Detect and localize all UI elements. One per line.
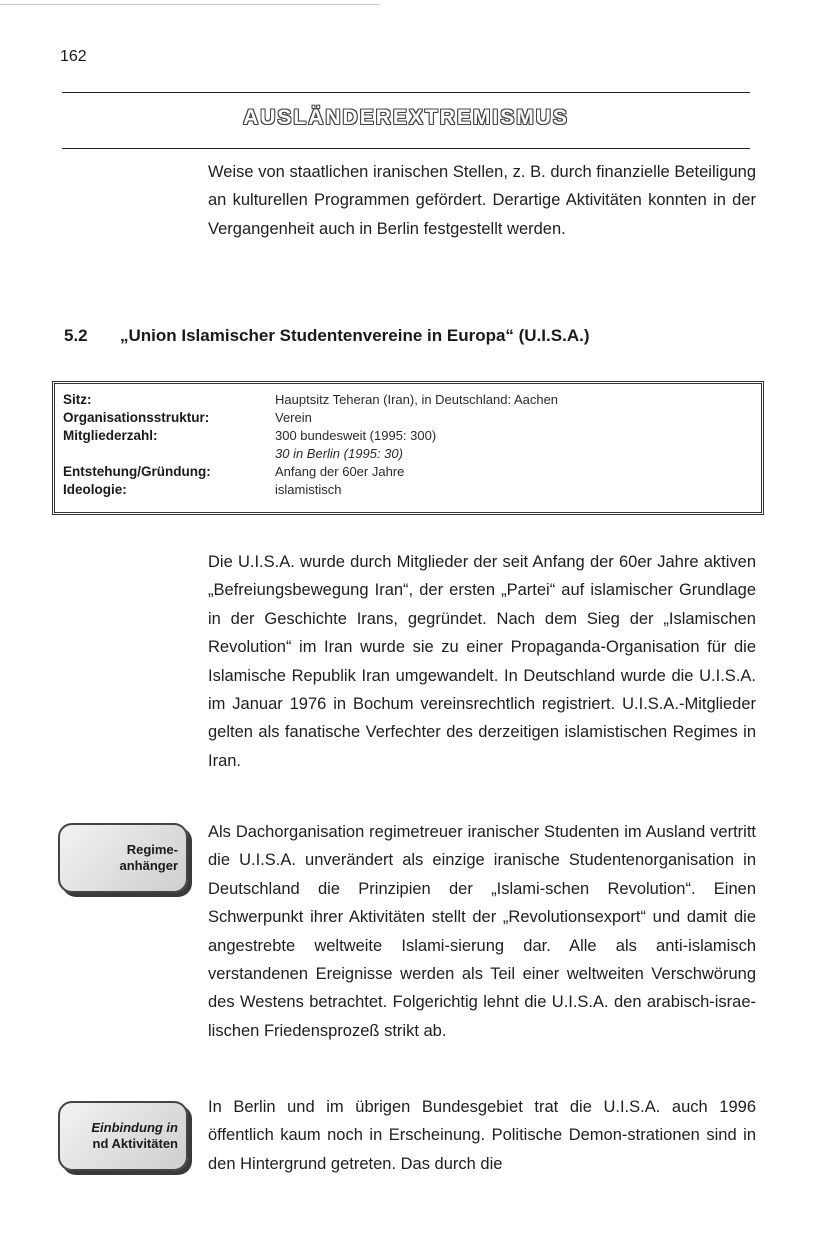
- fact-label: Ideologie:: [63, 482, 127, 497]
- margin-note-einbindung: [58, 1101, 188, 1171]
- margin-note-line: nd Aktivitäten: [92, 1136, 178, 1151]
- header-rule-bottom: [62, 148, 750, 149]
- margin-note-line: Einbindung in: [91, 1120, 178, 1135]
- header-rule-top: [62, 92, 750, 93]
- fact-value: islamistisch: [275, 482, 342, 497]
- margin-note-regimeanhaenger: [58, 823, 188, 893]
- fact-value: Hauptsitz Teheran (Iran), in Deutschland: Aachen: [275, 392, 559, 407]
- fact-label: Entstehung/Gründung:: [63, 464, 211, 479]
- section-title: „Union Islamischer Studentenvereine in Europa“ (U.I.S.A.): [120, 326, 590, 345]
- paragraph-ideology: Als Dachorganisation regimetreuer iranischer Studenten im Ausland vertritt die U.I.S.A. unverändert als einzige iranische Studentenorganisation in Deutschland die Prinzipien der „Islami-schen Revolution“. Einen Schwerpunkt ihrer Aktivitäten stellt der „Revolutionsexport“ und damit die angestrebte weltweite Islami-sierung dar. Alle als anti-islamisch verstandenen Ereignisse werden als Teil einer weltweiten Verschwörung des Westens betrachtet. Folgerichtig lehnt die U.I.S.A. den arabisch-israe-lischen Friedensprozeß strikt ab.: [208, 823, 756, 1040]
- fact-label: Organisationsstruktur:: [63, 410, 210, 425]
- fact-box: [52, 381, 764, 515]
- fact-value: 300 bundesweit (1995: 300): [275, 428, 437, 443]
- section-heading: [64, 326, 589, 346]
- fact-value: Anfang der 60er Jahre: [275, 464, 405, 479]
- running-head: AUSLÄNDEREXTREMISMUS: [243, 106, 569, 129]
- fact-value: Verein: [275, 410, 312, 425]
- scan-edge-line: [0, 4, 380, 5]
- paragraph-activities: In Berlin und im übrigen Bundesgebiet trat die U.I.S.A. auch 1996 öffentlich kaum noch in Erscheinung. Politische Demon-strationen sind in den Hintergrund getreten. Das durch die: [208, 1098, 756, 1173]
- margin-note-line: anhänger: [119, 858, 178, 873]
- page-number: 162: [60, 48, 87, 65]
- fact-value: 30 in Berlin (1995: 30): [275, 446, 403, 461]
- paragraph-intro: Weise von staatlichen iranischen Stellen, z. B. durch finanzielle Beteiligung an kulturellen Programmen gefördert. Derartige Aktivitäten konnten in der Vergangenheit auch in Berlin festgestellt werden.: [208, 163, 756, 238]
- fact-label: Sitz:: [63, 392, 92, 407]
- fact-label: Mitgliederzahl:: [63, 428, 158, 443]
- section-number: 5.2: [64, 326, 88, 345]
- margin-note-line: Regime-: [126, 842, 178, 857]
- paragraph-history: Die U.I.S.A. wurde durch Mitglieder der seit Anfang der 60er Jahre aktiven „Befreiungsbewegung Iran“, der ersten „Partei“ auf islamischer Grundlage in der Geschichte Irans, gegründet. Nach dem Sieg der „Islamischen Revolution“ im Iran wurde sie zu einer Propaganda-Organisation für die Islamische Republik Iran umgewandelt. In Deutschland wurde die U.I.S.A. im Januar 1976 in Bochum vereinsrechtlich registriert. U.I.S.A.-Mitglieder gelten als fanatische Verfechter des derzeitigen islamistischen Regimes in Iran.: [208, 553, 756, 770]
